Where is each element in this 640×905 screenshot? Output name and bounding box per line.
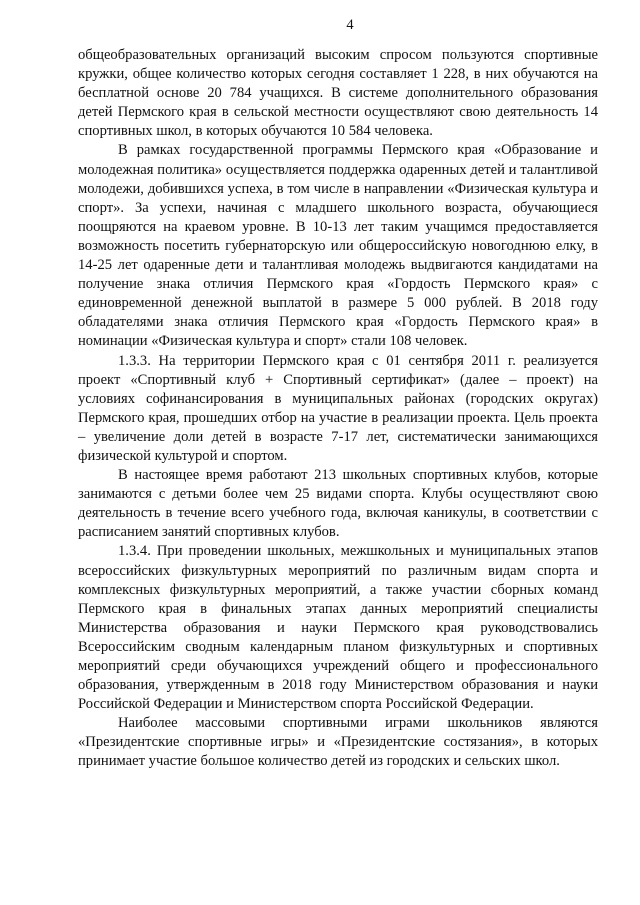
page-number: 4: [346, 17, 354, 33]
paragraph-presidential-games: Наиболее массовыми спортивными играми школьников являются «Президентские спортивные игры» и «Президентские состязания», в которых принимает участие большое количество детей из городских и сельских школ.: [78, 715, 598, 770]
paragraph-section-1-3-4: 1.3.4. При проведении школьных, межшкольных и муниципальных этапов всероссийских физкультурных мероприятий по различным видам спорта и комплексных физкультурных мероприятий, а также участии сборных команд Пермского края в финальных этапах данных мероприятий специалисты Министерства образования и науки Пермского края руководствовались Всероссийским сводным календарным планом физкультурных и спортивных мероприятий среди обучающихся учреждений общего и профессионального образования, утвержденным в 2018 году Министерством образования и науки Российской Федерации и Министерством спорта Российской Федерации.: [78, 543, 598, 713]
paragraph-sports-clubs: общеобразовательных организаций высоким спросом пользуются спортивные кружки, общее количество которых сегодня составляет 1 228, в них обучаются на бесплатной основе 20 784 учащихся. В системе дополнительного образования детей Пермского края в сельской местности осуществляют свою деятельность 14 спортивных школ, в которых обучаются 10 584 человека.: [78, 47, 598, 140]
paragraph-school-clubs: В настоящее время работают 213 школьных спортивных клубов, которые занимаются с детьми более чем 25 видами спорта. Клубы осуществляют свою деятельность в течение всего учебного года, включая каникулы, в соответствии с расписанием занятий спортивных клубов.: [78, 467, 598, 541]
paragraph-section-1-3-3: 1.3.3. На территории Пермского края с 01 сентября 2011 г. реализуется проект «Спортивный клуб + Спортивный сертификат» (далее – проект) на условиях софинансирования в муниципальных районах (городских округах) Пермского края, прошедших отбор на участие в реализации проекта. Цель проекта – увеличение доли детей в возрасте 7-17 лет, систематически занимающихся физической культурой и спортом.: [78, 352, 598, 464]
paragraph-state-program: В рамках государственной программы Пермского края «Образование и молодежная политика» осуществляется поддержка одаренных детей и талантливой молодежи, добившихся успеха, в том числе в направлении «Физическая культура и спорт». За успехи, начиная с младшего школьного возраста, обучающиеся поощряются на краевом уровне. В 10-13 лет таким учащимся предоставляется возможность посетить губернаторскую или общероссийскую новогоднюю елку, в 14-25 лет одаренные дети и талантливая молодежь выдвигаются кандидатами на получение знака отличия Пермского края «Гордость Пермского края» с единовременной денежной выплатой в размере 5 000 рублей. В 2018 году обладателями знака отличия Пермского края «Гордость Пермского края» в номинации «Физическая культура и спорт» стали 108 человек.: [78, 142, 598, 350]
document-page: [78, 16, 598, 772]
